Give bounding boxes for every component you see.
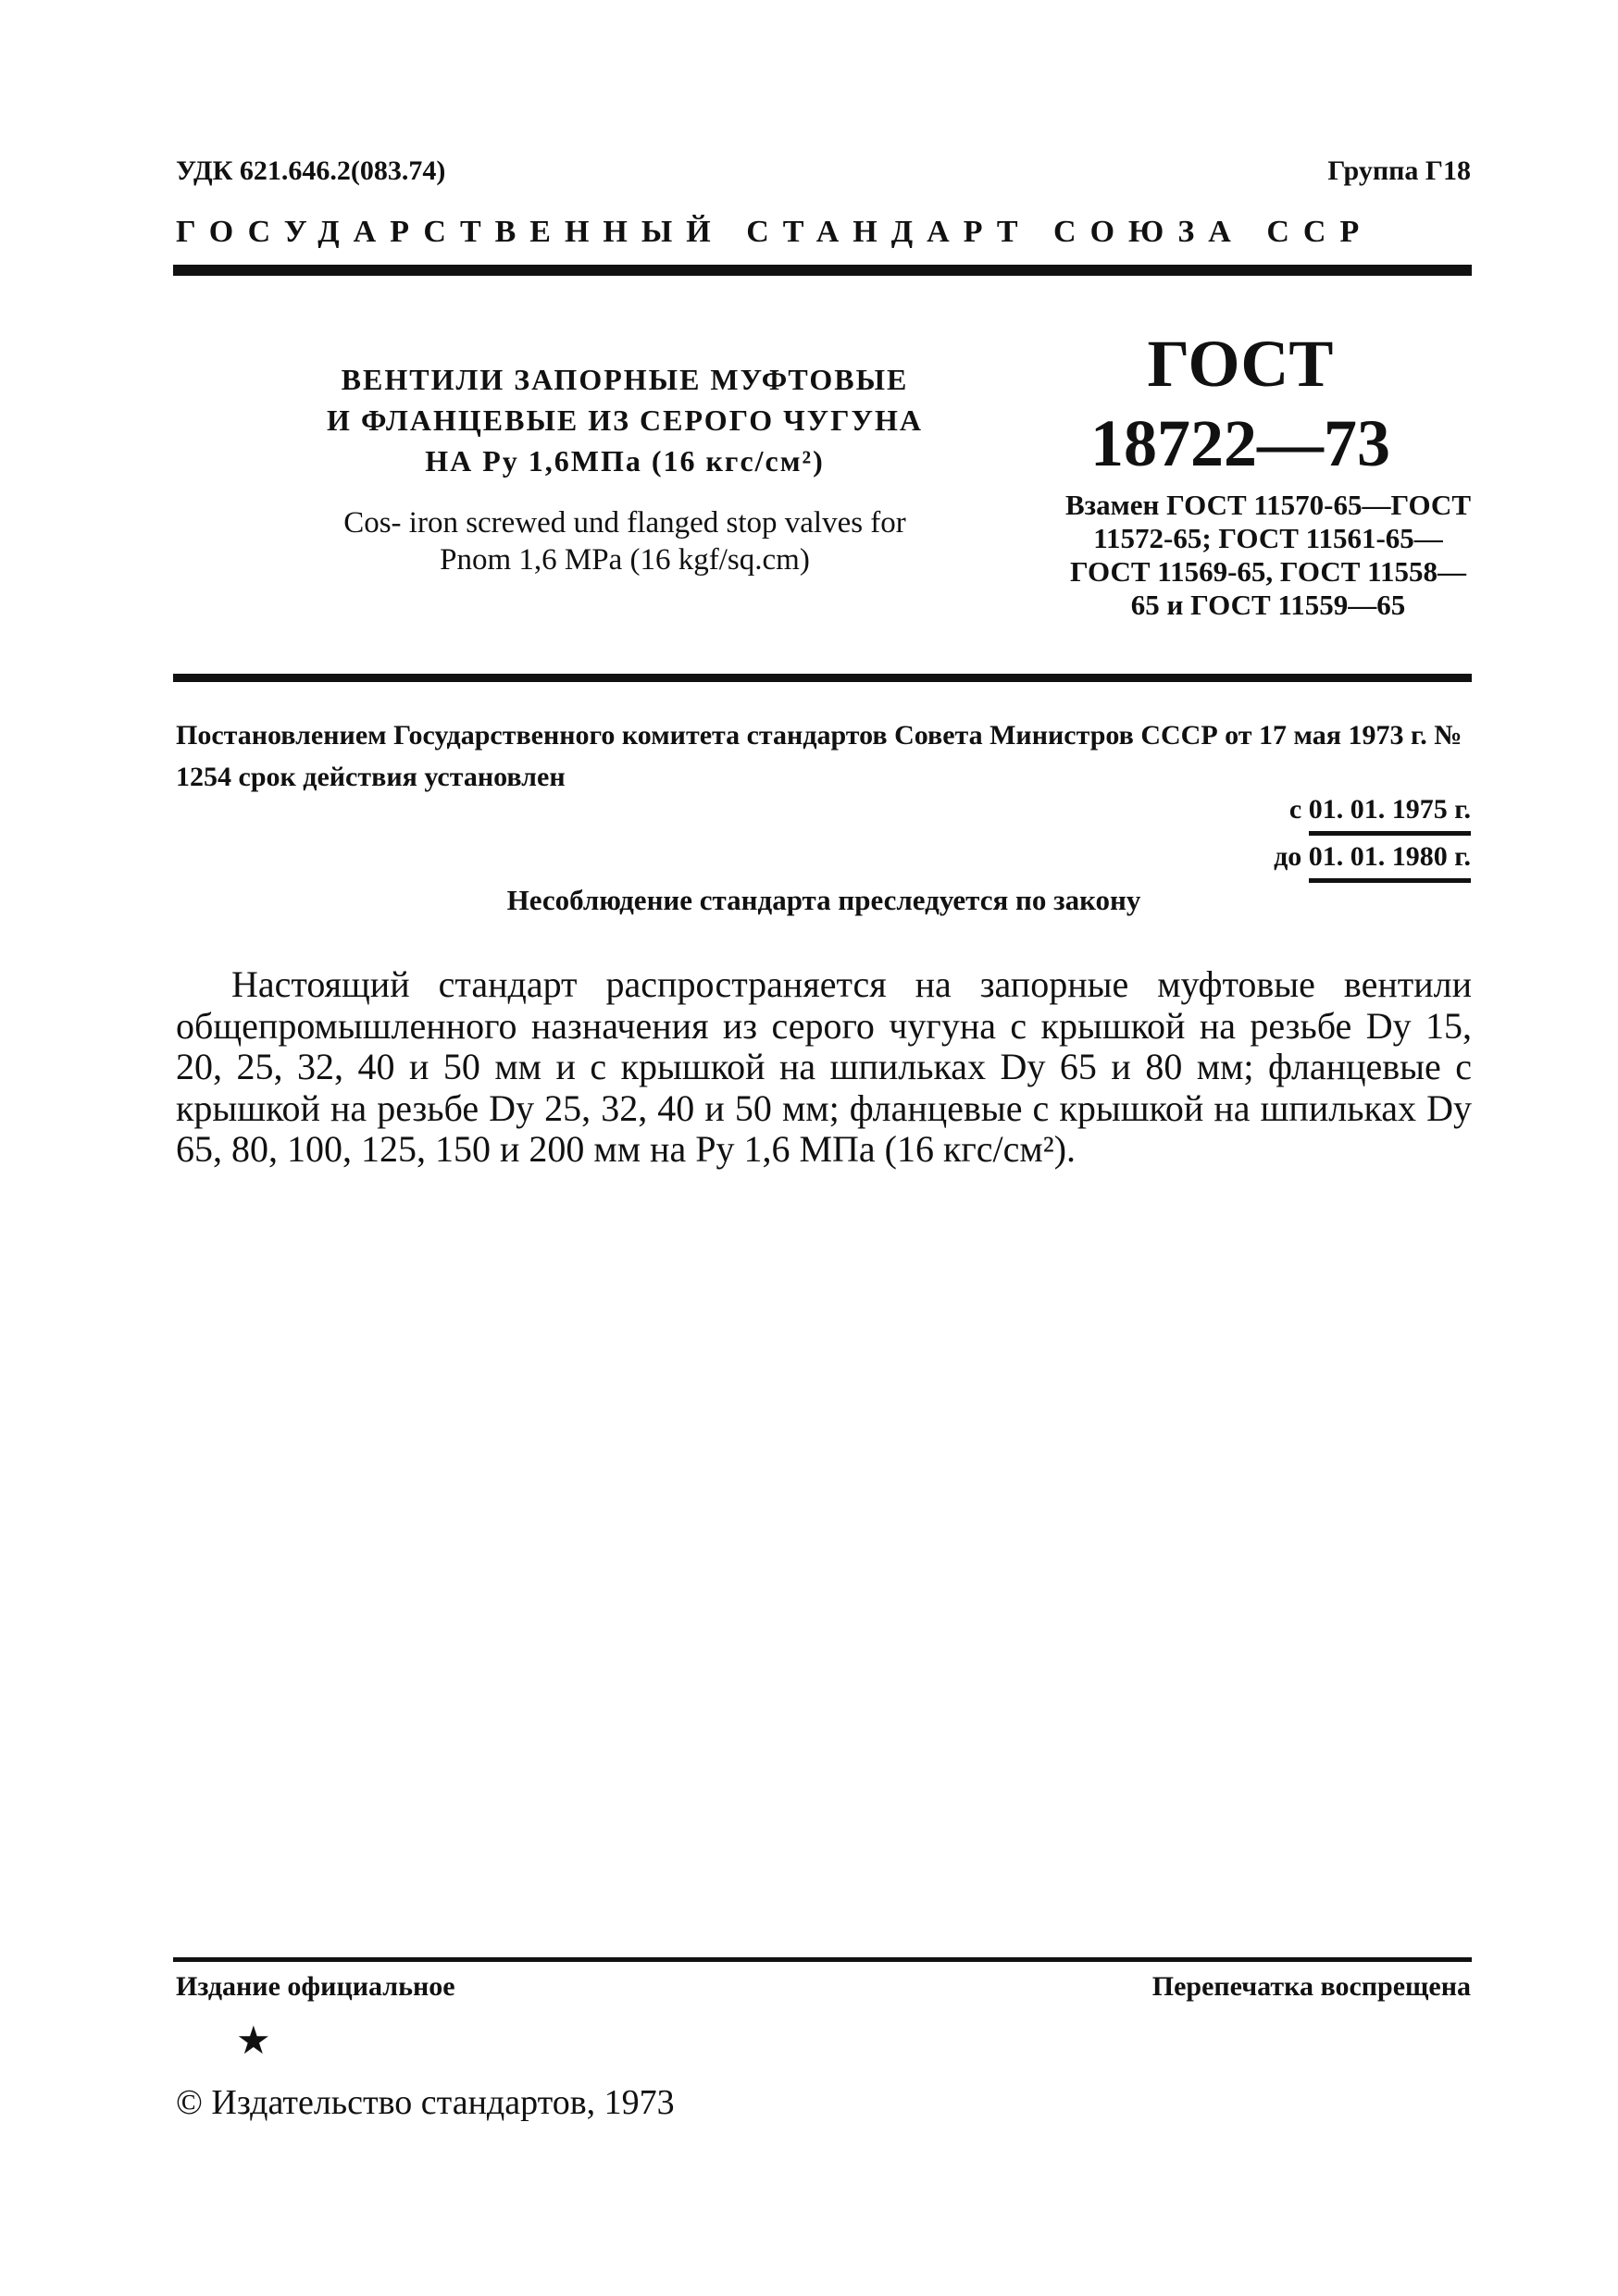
document-title — [278, 359, 972, 481]
valid-to: 01. 01. 1980 г. — [1309, 836, 1471, 883]
body-paragraph — [176, 964, 1472, 1171]
star-icon: ★ — [236, 2020, 271, 2063]
legal-notice: Несоблюдение стандарта преследуется по закону — [506, 884, 1141, 916]
title-line: ВЕНТИЛИ ЗАПОРНЫЕ МУФТОВЫЕ — [341, 363, 909, 396]
to-prefix: до — [1274, 841, 1302, 872]
gost-designation — [1055, 324, 1425, 483]
divider — [173, 265, 1472, 276]
copyright: © Издательство стандартов, 1973 — [176, 2083, 675, 2122]
from-prefix: с — [1288, 794, 1302, 825]
english-title-line: Cos- iron screwed und flanged stop valves for — [343, 506, 906, 540]
reprint-notice: Перепечатка воспрещена — [1151, 1971, 1471, 2002]
divider — [173, 674, 1472, 682]
group-code: Группа Г18 — [1327, 155, 1471, 186]
title-line: И ФЛАНЦЕВЫЕ ИЗ СЕРОГО ЧУГУНА — [327, 403, 923, 437]
replaces-note: Взамен ГОСТ 11570-65—ГОСТ 11572-65; ГОСТ 11561-65—ГОСТ 11569-65, ГОСТ 11558—65 и ГОСТ 11559—65 — [1065, 489, 1471, 621]
state-standard-heading: ГОСУДАРСТВЕННЫЙ СТАНДАРТ СОЮЗА ССР — [176, 215, 1374, 249]
valid-from: 01. 01. 1975 г. — [1309, 788, 1471, 836]
english-title — [278, 504, 972, 578]
english-title-line: Pnom 1,6 MPa (16 kgf/sq.cm) — [440, 543, 810, 577]
title-line: НА Pу 1,6МПа (16 кгс/см²) — [425, 444, 825, 478]
validity-dates — [1274, 788, 1471, 883]
divider — [173, 1957, 1472, 1962]
body-text: Настоящий стандарт распространяется на запорные муфтовые вентили общепромышленного назначения из серого чугуна с крышкой на резьбе Dу 15, 20, 25, 32, 40 и 50 мм и с крышкой на шпильках Dу 65 и 80 мм; фланцевые с крышкой на резьбе Dу 25, 32, 40 и 50 мм; фланцевые с крышкой на шпильках Dу 65, 80, 100, 125, 150 и 200 мм на Pу 1,6 МПа (16 кгс/см²). — [176, 963, 1472, 1170]
gost-label: ГОСТ — [1147, 327, 1334, 401]
edition-label: Издание официальное — [176, 1971, 455, 2002]
decree-text: Постановлением Государственного комитета стандартов Совета Министров СССР от 17 мая 1973 г. № 1254 срок действия установлен — [176, 720, 1462, 792]
gost-number: 18722—73 — [1090, 406, 1390, 480]
udk-code: УДК 621.646.2(083.74) — [176, 155, 446, 186]
